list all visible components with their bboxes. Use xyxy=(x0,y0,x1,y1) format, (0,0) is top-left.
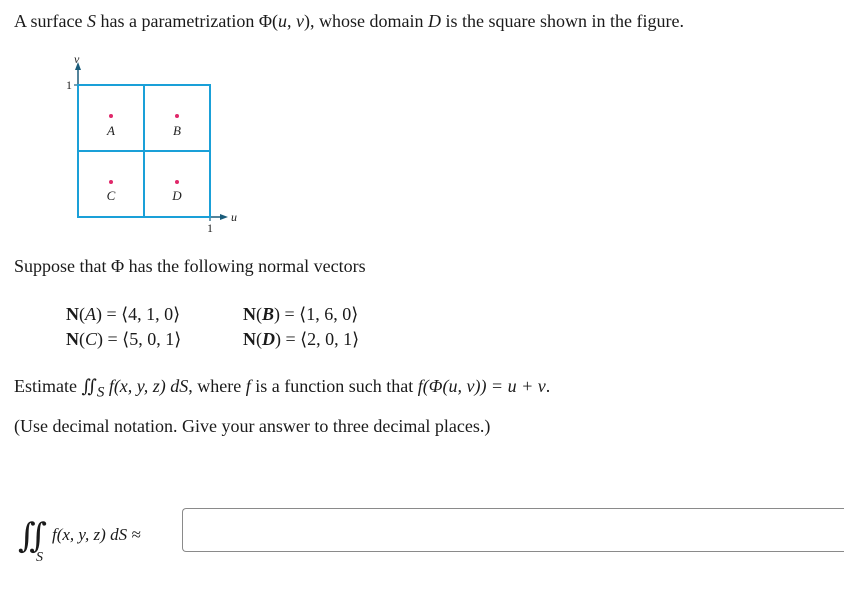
point-d-dot xyxy=(175,180,179,184)
point-b-dot xyxy=(175,114,179,118)
estimate-text: Estimate $∬_S$ f(x, y, z) dS, where f is a function such that f(Φ(u, v)) = u + v. xyxy=(14,376,551,401)
normal-vector-a: N(A) = ⟨4, 1, 0⟩ xyxy=(66,304,181,324)
u-axis-arrow-icon xyxy=(220,214,228,220)
point-label-a: A xyxy=(107,123,115,138)
point-c-dot xyxy=(109,180,113,184)
axis-label-v: v xyxy=(74,52,80,66)
problem-intro: A surface S has a parametrization Φ(u, v), whose domain D is the square shown in the figure. xyxy=(14,11,684,31)
normal-vector-c: N(C) = ⟨5, 0, 1⟩ xyxy=(66,329,182,349)
point-label-b: B xyxy=(173,123,181,138)
answer-expression: f(x, y, z) dS ≈ xyxy=(52,525,141,544)
answer-integral-symbol: ∬ xyxy=(18,518,36,555)
point-a-dot xyxy=(109,114,113,118)
point-label-d: D xyxy=(172,188,182,203)
point-label-c: C xyxy=(106,188,116,203)
normal-vector-b: N(B) = ⟨1, 6, 0⟩ xyxy=(243,304,359,324)
surface-integral-symbol: ∬ xyxy=(81,376,97,396)
tick-label-u: 1 xyxy=(207,221,213,235)
axis-label-u: u xyxy=(231,210,237,224)
domain-figure xyxy=(56,52,256,237)
answer-input[interactable] xyxy=(182,508,844,552)
normal-vector-d: N(D) = ⟨2, 0, 1⟩ xyxy=(243,329,360,349)
instruction-text: (Use decimal notation. Give your answer to three decimal places.) xyxy=(14,416,491,436)
suppose-text: Suppose that Φ has the following normal vectors xyxy=(14,256,366,276)
answer-integral-subscript: S xyxy=(36,550,43,565)
tick-label-v: 1 xyxy=(66,78,72,92)
